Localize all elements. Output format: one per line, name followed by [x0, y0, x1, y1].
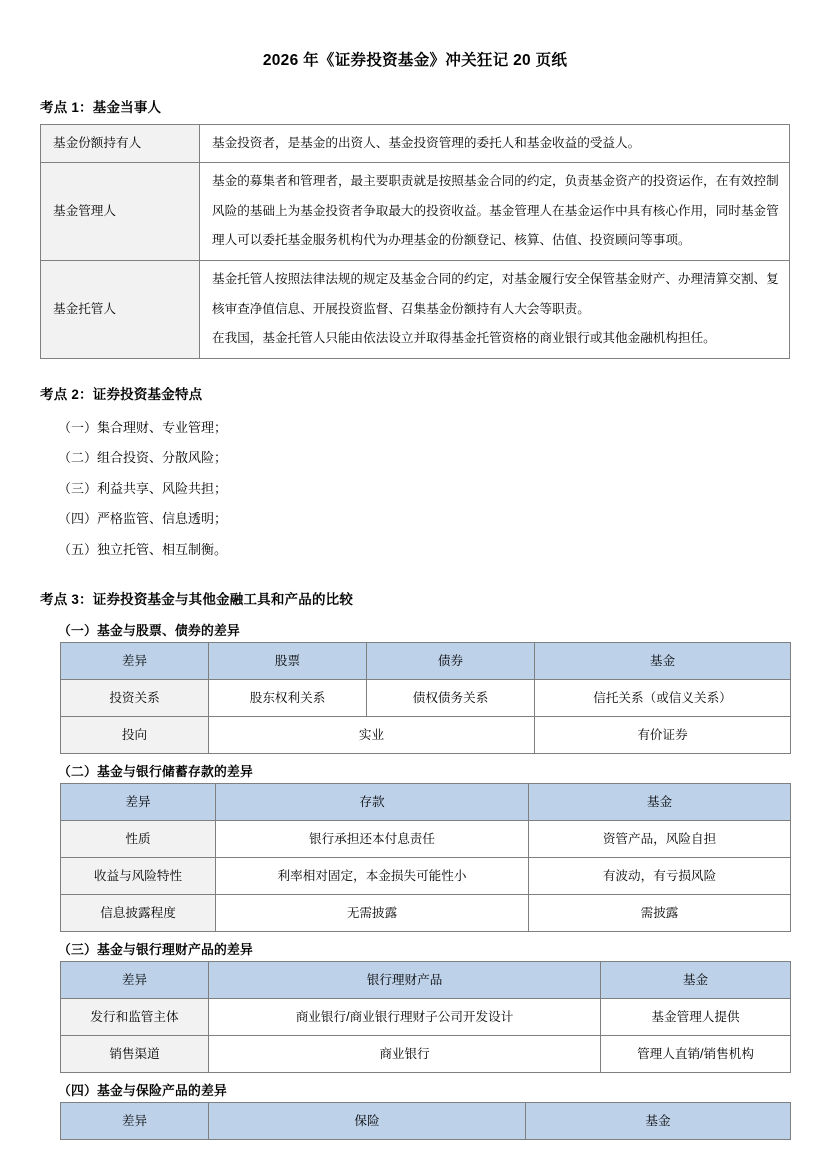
table-row: [61, 1035, 791, 1072]
column-header: 保险: [209, 1102, 526, 1139]
column-header: 银行理财产品: [209, 961, 601, 998]
table-cell: 商业银行: [209, 1035, 601, 1072]
table-cell: 银行承担还本付息责任: [216, 820, 529, 857]
column-header: 差异: [61, 642, 209, 679]
fund-vs-wealth-product-table: [60, 961, 791, 1073]
row-body: [200, 124, 790, 163]
table-row: [61, 820, 791, 857]
row-label: 基金份额持有人: [41, 124, 200, 163]
list-item: （四）严格监管、信息透明；: [58, 511, 228, 527]
fund-features-list: [40, 411, 790, 566]
table-row: [61, 857, 791, 894]
column-header: 股票: [209, 642, 367, 679]
table-cell: 债权债务关系: [367, 679, 535, 716]
section-heading-1: 考点 1：基金当事人: [40, 99, 162, 115]
row-paragraph: 基金投资者，是基金的出资人、基金投资管理的委托人和基金收益的受益人。: [212, 135, 641, 150]
table-cell: 基金管理人提供: [601, 998, 791, 1035]
column-header: 存款: [216, 783, 529, 820]
column-header: 基金: [529, 783, 791, 820]
column-header: 债券: [367, 642, 535, 679]
table-cell: 有价证券: [535, 716, 791, 753]
subsection-label-1: （一）基金与股票、债券的差异: [58, 622, 240, 638]
row-header: 投资关系: [61, 679, 209, 716]
section-heading-3: 考点 3：证券投资基金与其他金融工具和产品的比较: [40, 591, 354, 607]
row-body: [200, 163, 790, 261]
row-body: [200, 261, 790, 359]
column-header: 差异: [61, 783, 216, 820]
table-cell: 信托关系（或信义关系）: [535, 679, 791, 716]
table-cell: 利率相对固定，本金损失可能性小: [216, 857, 529, 894]
list-item: （一）集合理财、专业管理；: [58, 419, 228, 435]
list-item: （二）组合投资、分散风险；: [58, 450, 228, 466]
table-row: [61, 894, 791, 931]
table-cell: 需披露: [529, 894, 791, 931]
table-row: [41, 261, 790, 359]
row-label: 基金托管人: [41, 261, 200, 359]
table-header-row: [61, 961, 791, 998]
row-paragraph: 在我国，基金托管人只能由依法设立并取得基金托管资格的商业银行或其他金融机构担任。: [212, 331, 716, 346]
row-paragraph: 基金的募集者和管理者，最主要职责就是按照基金合同的约定，负责基金资产的投资运作，在有效控制风险的基础上为基金投资者争取最大的投资收益。基金管理人在基金运作中具有核心作用，同时基金管理人可以委托基金服务机构代为办理基金的份额登记、核算、估值、投资顾问等事项。: [212, 174, 779, 248]
table-row: [41, 163, 790, 261]
row-header: 信息披露程度: [61, 894, 216, 931]
table-cell: 无需披露: [216, 894, 529, 931]
fund-vs-deposit-table: [60, 783, 791, 932]
table-cell: 有波动，有亏损风险: [529, 857, 791, 894]
row-header: 性质: [61, 820, 216, 857]
column-header: 基金: [526, 1102, 791, 1139]
subsection-label-3: （三）基金与银行理财产品的差异: [58, 941, 253, 957]
column-header: 基金: [535, 642, 791, 679]
table-cell: 股东权利关系: [209, 679, 367, 716]
table-cell: 资管产品，风险自担: [529, 820, 791, 857]
table-cell: 管理人直销/销售机构: [601, 1035, 791, 1072]
row-header: 投向: [61, 716, 209, 753]
subsection-label-2: （二）基金与银行储蓄存款的差异: [58, 763, 253, 779]
page-title: 2026 年《证券投资基金》冲关狂记 20 页纸: [262, 52, 568, 69]
table-row: [61, 679, 791, 716]
table-cell: 商业银行/商业银行理财子公司开发设计: [209, 998, 601, 1035]
table-cell: 实业: [209, 716, 535, 753]
table-header-row: [61, 1102, 791, 1139]
fund-vs-stock-bond-table: [60, 642, 791, 754]
section-heading-2: 考点 2：证券投资基金特点: [40, 386, 203, 402]
table-row: [41, 124, 790, 163]
table-header-row: [61, 783, 791, 820]
column-header: 差异: [61, 961, 209, 998]
table-header-row: [61, 642, 791, 679]
table-row: [61, 716, 791, 753]
fund-vs-insurance-table: [60, 1102, 791, 1140]
column-header: 差异: [61, 1102, 209, 1139]
list-item: （五）独立托管、相互制衡。: [58, 542, 228, 558]
list-item: （三）利益共享、风险共担；: [58, 480, 228, 496]
row-label: 基金管理人: [41, 163, 200, 261]
row-header: 收益与风险特性: [61, 857, 216, 894]
row-header: 销售渠道: [61, 1035, 209, 1072]
fund-parties-table: [40, 124, 790, 359]
row-paragraph: 基金托管人按照法律法规的规定及基金合同的约定，对基金履行安全保管基金财产、办理清算交割、复核审查净值信息、开展投资监督、召集基金份额持有人大会等职责。: [212, 272, 779, 316]
row-header: 发行和监管主体: [61, 998, 209, 1035]
column-header: 基金: [601, 961, 791, 998]
subsection-label-4: （四）基金与保险产品的差异: [58, 1082, 227, 1098]
table-row: [61, 998, 791, 1035]
